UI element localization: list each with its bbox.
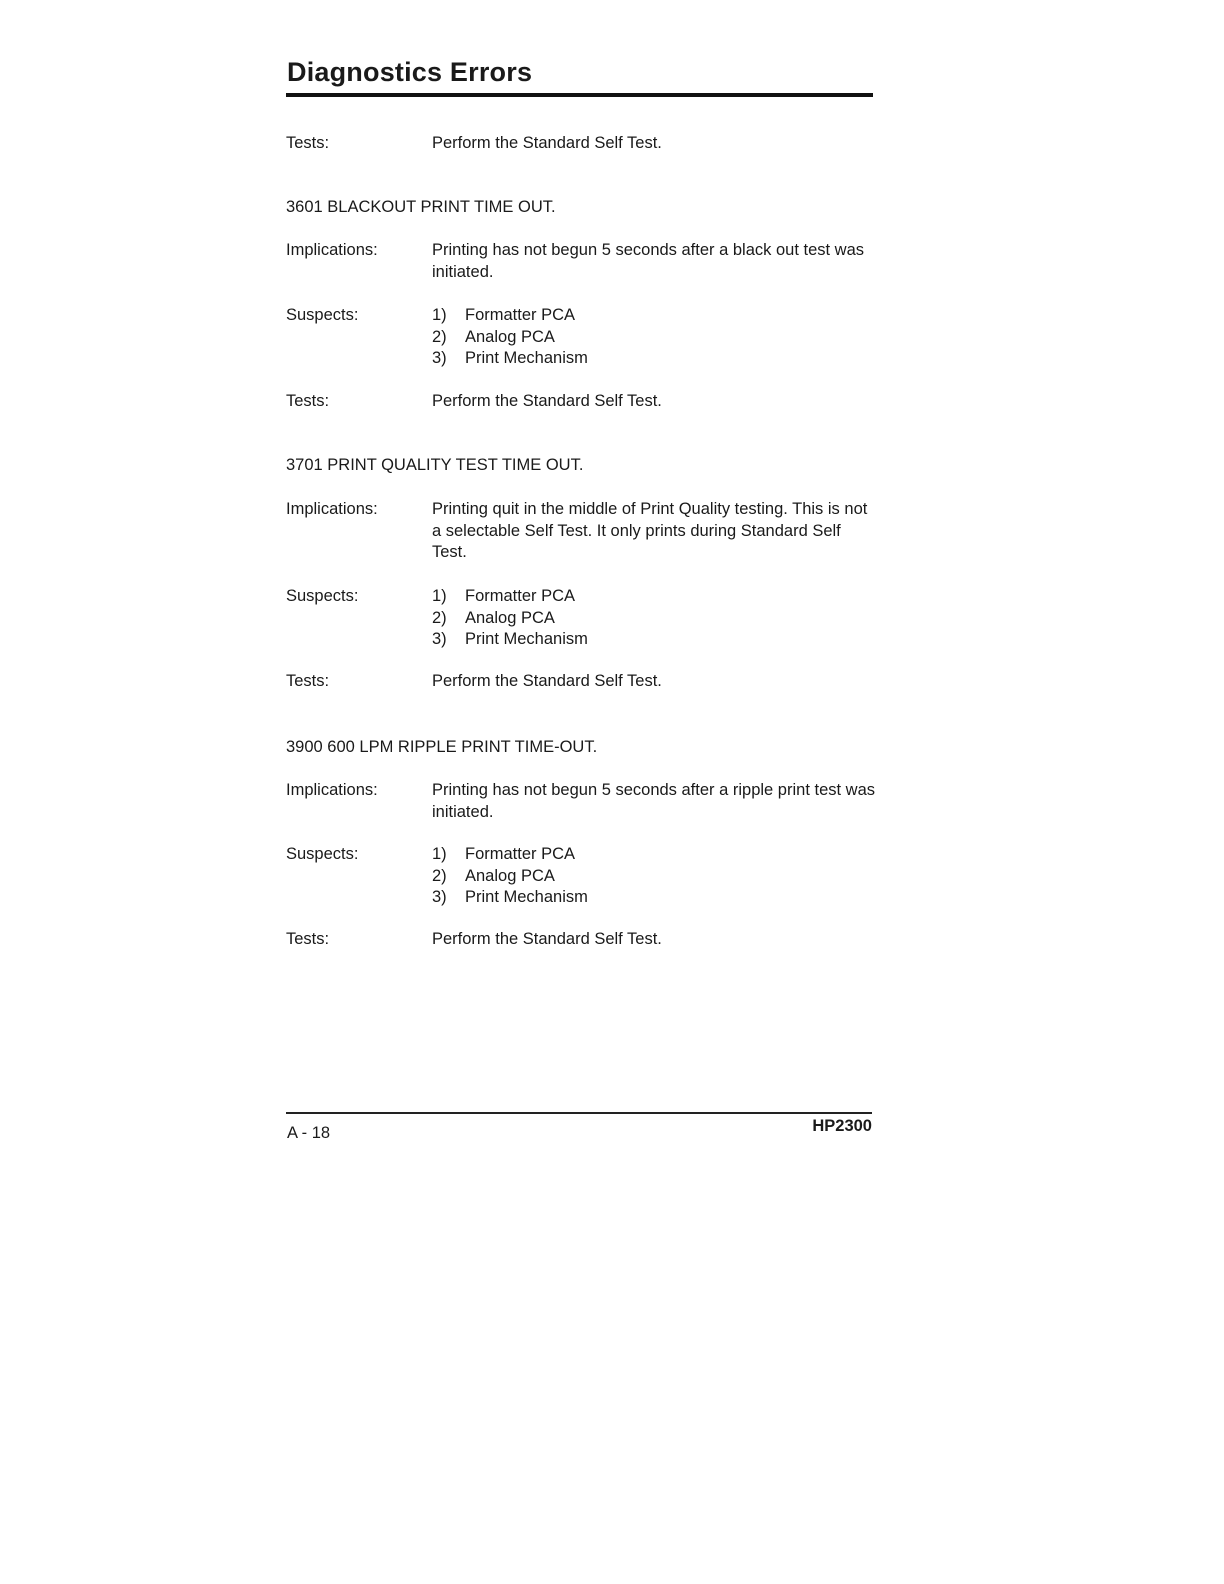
list-item: 3) Print Mechanism [432, 349, 588, 367]
tests-value: Perform the Standard Self Test. [432, 672, 662, 690]
list-item: 1) Formatter PCA [432, 587, 576, 605]
list-item: 3) Print Mechanism [432, 888, 588, 906]
tests-value: Perform the Standard Self Test. [432, 134, 662, 152]
suspects-list [432, 586, 877, 651]
list-item: 3) Print Mechanism [432, 630, 588, 648]
page-number: A - 18 [287, 1124, 331, 1142]
list-item: 1) Formatter PCA [432, 845, 576, 863]
page-title: Diagnostics Errors [287, 57, 533, 87]
error-heading-3601: 3601 BLACKOUT PRINT TIME OUT. [286, 198, 556, 216]
footer-divider [286, 1112, 872, 1114]
list-item: 2) Analog PCA [432, 327, 555, 346]
tests-value: Perform the Standard Self Test. [432, 930, 662, 948]
suspects-label: Suspects: [286, 306, 359, 324]
implications-label: Implications: [286, 500, 378, 518]
tests-label: Tests: [286, 134, 330, 152]
error-heading-3701: 3701 PRINT QUALITY TEST TIME OUT. [286, 456, 584, 474]
implications-text: Printing quit in the middle of Print Quality testing. This is not a selectable Self Test. It only prints during Standard Self Test. [432, 500, 868, 561]
implications-label: Implications: [286, 781, 378, 799]
list-item: 2) Analog PCA [432, 866, 555, 885]
model-name: HP2300 [812, 1117, 872, 1135]
implications-text: Printing has not begun 5 seconds after a ripple print test was initiated. [432, 781, 876, 821]
tests-value: Perform the Standard Self Test. [432, 392, 662, 410]
suspects-list [432, 305, 877, 370]
implications-label: Implications: [286, 241, 378, 259]
tests-label: Tests: [286, 672, 330, 690]
list-item: 1) Formatter PCA [432, 306, 576, 324]
title-divider [286, 93, 873, 97]
tests-label: Tests: [286, 392, 330, 410]
implications-text: Printing has not begun 5 seconds after a black out test was initiated. [432, 241, 865, 281]
suspects-list [432, 844, 877, 909]
tests-label: Tests: [286, 930, 330, 948]
suspects-label: Suspects: [286, 845, 359, 863]
error-heading-3900: 3900 600 LPM RIPPLE PRINT TIME-OUT. [286, 738, 598, 756]
suspects-label: Suspects: [286, 587, 359, 605]
list-item: 2) Analog PCA [432, 608, 555, 627]
